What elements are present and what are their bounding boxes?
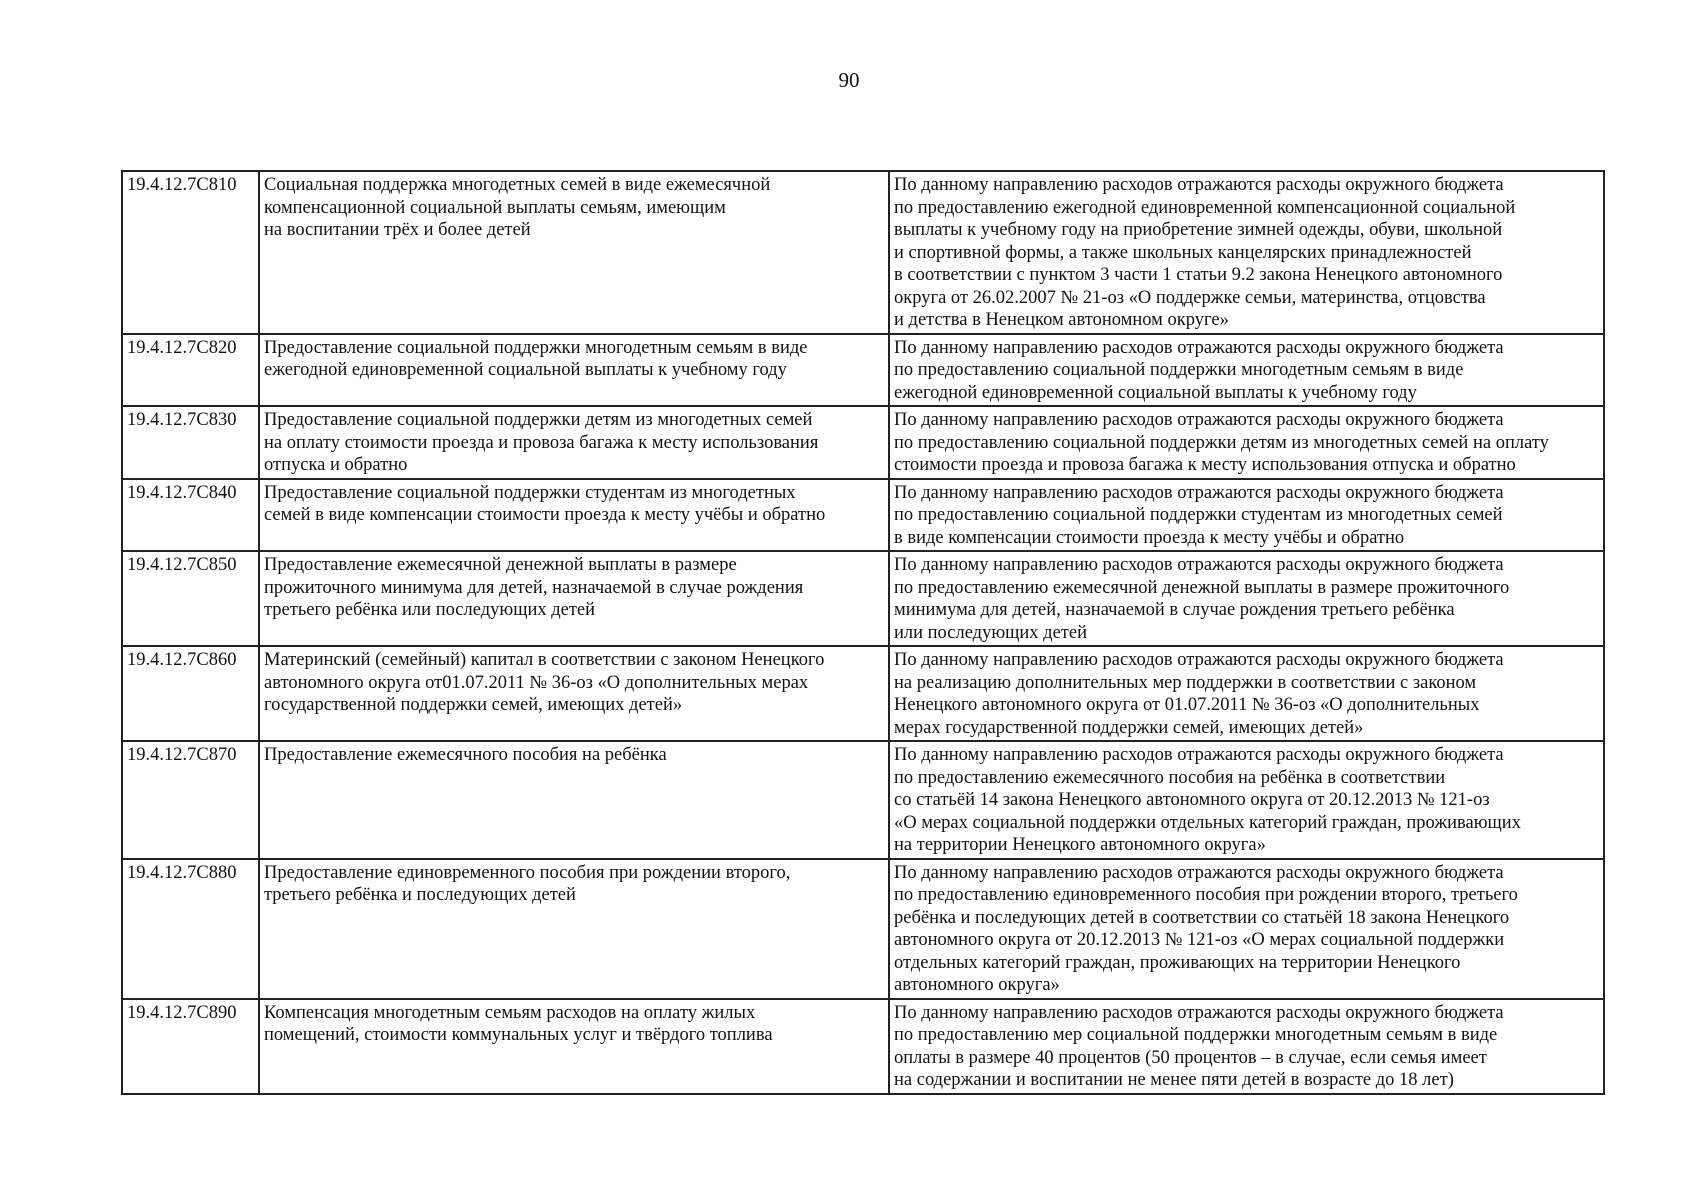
row-description: По данному направлению расходов отражаются расходы окружного бюджета по предоставлению ежемесячной денежной выплаты в размере прожиточного минимума для детей, назначаемой в случае рождения третьего ребёнка или последующих детей bbox=[889, 551, 1604, 646]
row-description: По данному направлению расходов отражаются расходы окружного бюджета по предоставлению социальной поддержки многодетным семьям в виде ежегодной единовременной социальной выплаты к учебному году bbox=[889, 334, 1604, 407]
row-code: 19.4.12.7С860 bbox=[122, 646, 259, 741]
row-name: Предоставление единовременного пособия при рождении второго, третьего ребёнка и последующих детей bbox=[259, 859, 889, 999]
row-description: По данному направлению расходов отражаются расходы окружного бюджета по предоставлению социальной поддержки детям из многодетных семей на оплату стоимости проезда и провоза багажа к месту использования отпуска и обратно bbox=[889, 406, 1604, 479]
row-code: 19.4.12.7С820 bbox=[122, 334, 259, 407]
row-description: По данному направлению расходов отражаются расходы окружного бюджета на реализацию дополнительных мер поддержки в соответствии с законом Ненецкого автономного округа от 01.07.2011 № 36-оз «О дополнительных мерах государственной поддержки семей, имеющих детей» bbox=[889, 646, 1604, 741]
row-code: 19.4.12.7С890 bbox=[122, 999, 259, 1094]
table-row bbox=[122, 171, 1604, 334]
table-row bbox=[122, 406, 1604, 479]
table-row bbox=[122, 551, 1604, 646]
row-code: 19.4.12.7С840 bbox=[122, 479, 259, 552]
row-name: Материнский (семейный) капитал в соответствии с законом Ненецкого автономного округа от01.07.2011 № 36-оз «О дополнительных мерах государственной поддержки семей, имеющих детей» bbox=[259, 646, 889, 741]
row-code: 19.4.12.7С850 bbox=[122, 551, 259, 646]
row-name: Компенсация многодетным семьям расходов на оплату жилых помещений, стоимости коммунальных услуг и твёрдого топлива bbox=[259, 999, 889, 1094]
row-name: Предоставление ежемесячной денежной выплаты в размере прожиточного минимума для детей, назначаемой в случае рождения третьего ребёнка или последующих детей bbox=[259, 551, 889, 646]
row-description: По данному направлению расходов отражаются расходы окружного бюджета по предоставлению ежегодной единовременной компенсационной социальной выплаты к учебному году на приобретение зимней одежды, обуви, школьной и спортивной формы, а также школьных канцелярских принадлежностей в соответствии с пунктом 3 части 1 статьи 9.2 закона Ненецкого автономного округа от 26.02.2007 № 21-оз «О поддержке семьи, материнства, отцовства и детства в Ненецком автономном округе» bbox=[889, 171, 1604, 334]
table-row bbox=[122, 741, 1604, 859]
table-row bbox=[122, 859, 1604, 999]
row-code: 19.4.12.7С810 bbox=[122, 171, 259, 334]
row-name: Предоставление социальной поддержки студентам из многодетных семей в виде компенсации стоимости проезда к месту учёбы и обратно bbox=[259, 479, 889, 552]
row-name: Предоставление ежемесячного пособия на ребёнка bbox=[259, 741, 889, 859]
page-number: 90 bbox=[838, 68, 860, 92]
row-description: По данному направлению расходов отражаются расходы окружного бюджета по предоставлению мер социальной поддержки многодетным семьям в виде оплаты в размере 40 процентов (50 процентов – в случае, если семья имеет на содержании и воспитании не менее пяти детей в возрасте до 18 лет) bbox=[889, 999, 1604, 1094]
row-description: По данному направлению расходов отражаются расходы окружного бюджета по предоставлению социальной поддержки студентам из многодетных семей в виде компенсации стоимости проезда к месту учёбы и обратно bbox=[889, 479, 1604, 552]
row-code: 19.4.12.7С870 bbox=[122, 741, 259, 859]
row-description: По данному направлению расходов отражаются расходы окружного бюджета по предоставлению ежемесячного пособия на ребёнка в соответствии со статьёй 14 закона Ненецкого автономного округа от 20.12.2013 № 121-оз «О мерах социальной поддержки отдельных категорий граждан, проживающих на территории Ненецкого автономного округа» bbox=[889, 741, 1604, 859]
budget-classification-table bbox=[121, 170, 1605, 1095]
table-row bbox=[122, 334, 1604, 407]
table-row bbox=[122, 646, 1604, 741]
row-description: По данному направлению расходов отражаются расходы окружного бюджета по предоставлению единовременного пособия при рождении второго, третьего ребёнка и последующих детей в соответствии со статьёй 18 закона Ненецкого автономного округа от 20.12.2013 № 121-оз «О мерах социальной поддержки отдельных категорий граждан, проживающих на территории Ненецкого автономного округа» bbox=[889, 859, 1604, 999]
table-row bbox=[122, 999, 1604, 1094]
row-code: 19.4.12.7С880 bbox=[122, 859, 259, 999]
row-name: Предоставление социальной поддержки многодетным семьям в виде ежегодной единовременной социальной выплаты к учебному году bbox=[259, 334, 889, 407]
row-name: Предоставление социальной поддержки детям из многодетных семей на оплату стоимости проезда и провоза багажа к месту использования отпуска и обратно bbox=[259, 406, 889, 479]
table-row bbox=[122, 479, 1604, 552]
row-name: Социальная поддержка многодетных семей в виде ежемесячной компенсационной социальной выплаты семьям, имеющим на воспитании трёх и более детей bbox=[259, 171, 889, 334]
row-code: 19.4.12.7С830 bbox=[122, 406, 259, 479]
